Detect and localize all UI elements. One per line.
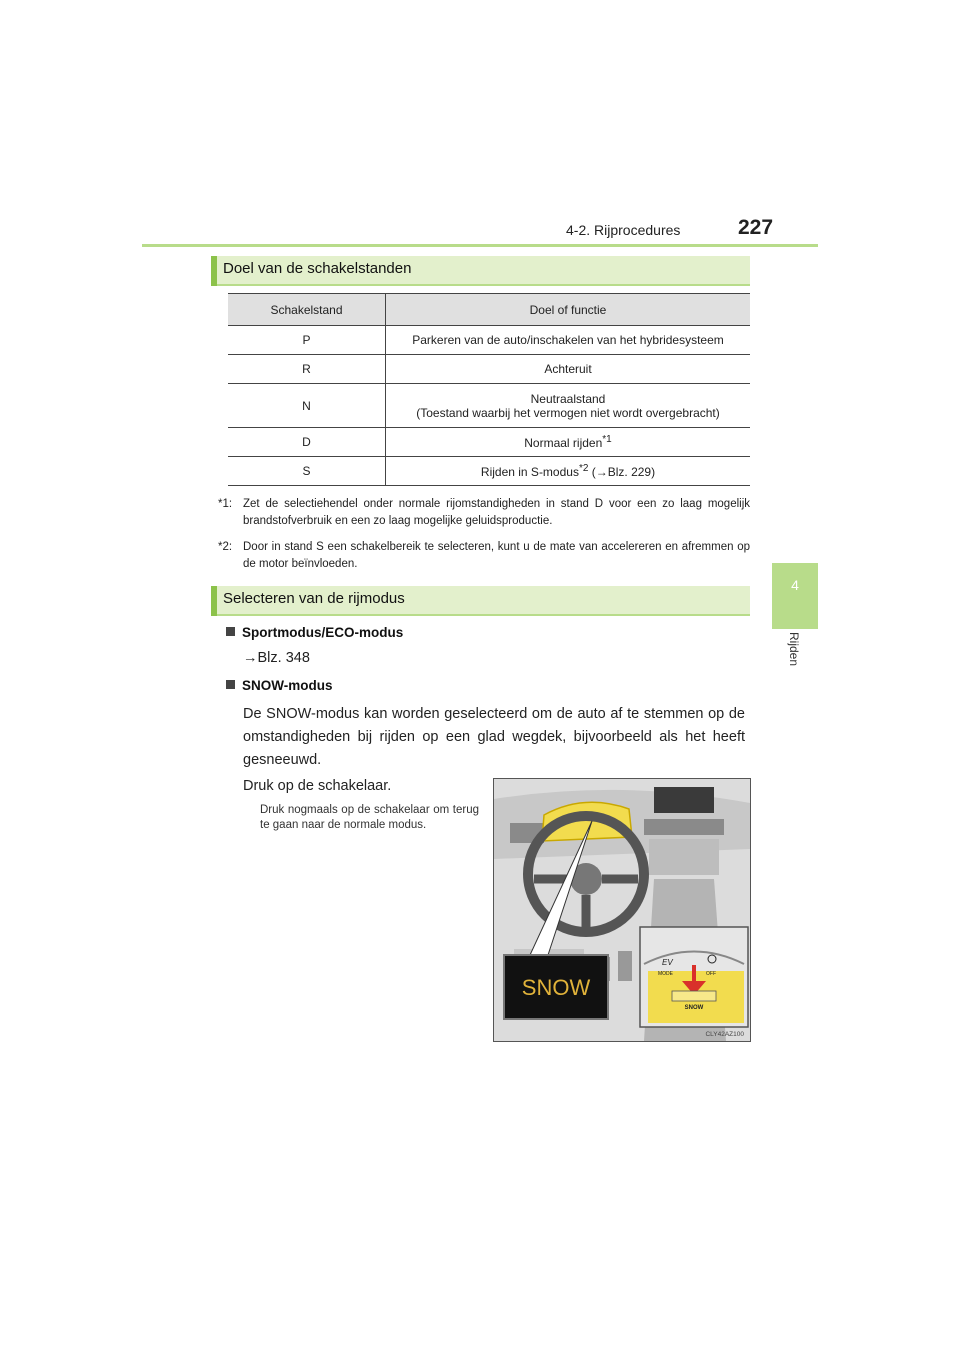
footnote-text: Door in stand S een schakelbereik te selecteren, kunt u de mate van accelereren en afremmen op de motor beïnvloeden. xyxy=(243,541,750,570)
table-row xyxy=(228,326,750,355)
cell-function-text: Normaal rijden xyxy=(524,436,603,450)
square-bullet-icon xyxy=(226,680,235,689)
shift-position-table xyxy=(228,293,750,486)
column-header-function: Doel of functie xyxy=(386,294,751,326)
cell-function-text: Rijden in S-modus xyxy=(480,465,579,479)
cell-function-line1: Neutraalstand xyxy=(530,391,606,406)
page-number: 227 xyxy=(738,216,774,239)
footnote-text: Zet de selectiehendel onder normale rijomstandigheden in stand D voor een zo laag mogelijk brandstofverbruik en een zo laag mogelijke geluidsproductie. xyxy=(243,498,750,527)
heading-accent-bar xyxy=(211,256,217,286)
snow-instruction: Druk op de schakelaar. xyxy=(243,778,392,794)
subheading-snow xyxy=(226,678,332,693)
ev-label: EV xyxy=(662,958,673,967)
air-vent xyxy=(644,819,724,835)
subheading-text: Sportmodus/ECO-modus xyxy=(242,625,404,640)
chapter-tab[interactable] xyxy=(772,563,818,629)
off-label: OFF xyxy=(706,971,716,977)
snow-description: De SNOW-modus kan worden geselecteerd om de auto af te stemmen op de omstandigheden bij rijden op een glad wegdek, bijvoorbeeld als het heeft gesneeuwd. xyxy=(243,706,745,768)
table-row xyxy=(228,457,750,486)
footnote-ref[interactable]: *2 xyxy=(578,463,589,474)
section-reference: 4-2. Rijprocedures xyxy=(566,222,681,238)
cell-position: S xyxy=(228,457,386,486)
table-row xyxy=(228,355,750,384)
mode-label: MODE xyxy=(658,971,673,977)
snow-button-label: SNOW xyxy=(684,1005,704,1011)
cell-function: Parkeren van de auto/inschakelen van het hybridesysteem xyxy=(386,326,751,355)
sport-page-reference[interactable]: →Blz. 348 xyxy=(243,650,310,666)
section-title: Selecteren van de rijmodus xyxy=(223,590,405,607)
subheading-text: SNOW-modus xyxy=(242,678,333,693)
section-heading-shift-positions xyxy=(211,256,750,286)
section-heading-drive-mode xyxy=(211,586,750,616)
table-header-row xyxy=(228,294,750,326)
snow-button[interactable] xyxy=(672,991,716,1001)
footnote-1 xyxy=(218,496,750,530)
page-cross-reference[interactable]: (→Blz. 229) xyxy=(588,465,656,479)
square-bullet-icon xyxy=(226,627,235,636)
cell-position: N xyxy=(228,384,386,428)
chapter-label: Rijden xyxy=(787,632,801,667)
cell-position: R xyxy=(228,355,386,384)
section-title: Doel van de schakelstanden xyxy=(223,260,412,277)
header-divider xyxy=(142,244,818,247)
snow-switch-illustration xyxy=(493,778,751,1042)
footnote-mark: *2: xyxy=(218,541,233,553)
chapter-number: 4 xyxy=(791,577,799,593)
heading-accent-bar xyxy=(211,586,217,616)
table-row xyxy=(228,384,750,428)
center-screen xyxy=(654,787,714,813)
footnote-mark: *1: xyxy=(218,498,233,510)
subheading-sport-eco xyxy=(226,625,403,640)
table-row xyxy=(228,428,750,457)
dashboard-drawing xyxy=(494,779,750,1041)
cell-position: D xyxy=(228,428,386,457)
cell-function: Achteruit xyxy=(386,355,751,384)
column-header-position: Schakelstand xyxy=(228,294,386,326)
snow-display-text: SNOW xyxy=(521,975,591,1000)
cell-function xyxy=(386,428,751,457)
figure-code: CLY42AZ100 xyxy=(705,1031,744,1038)
cell-function xyxy=(386,384,751,428)
cell-function-line2: (Toestand waarbij het vermogen niet wordt overgebracht) xyxy=(416,405,720,420)
cell-position: P xyxy=(228,326,386,355)
footnote-ref[interactable]: *1 xyxy=(602,434,612,445)
cell-function xyxy=(386,457,751,486)
footnote-2 xyxy=(218,539,750,573)
snow-note: Druk nogmaals op de schakelaar om terug te gaan naar de normale modus. xyxy=(260,804,479,831)
